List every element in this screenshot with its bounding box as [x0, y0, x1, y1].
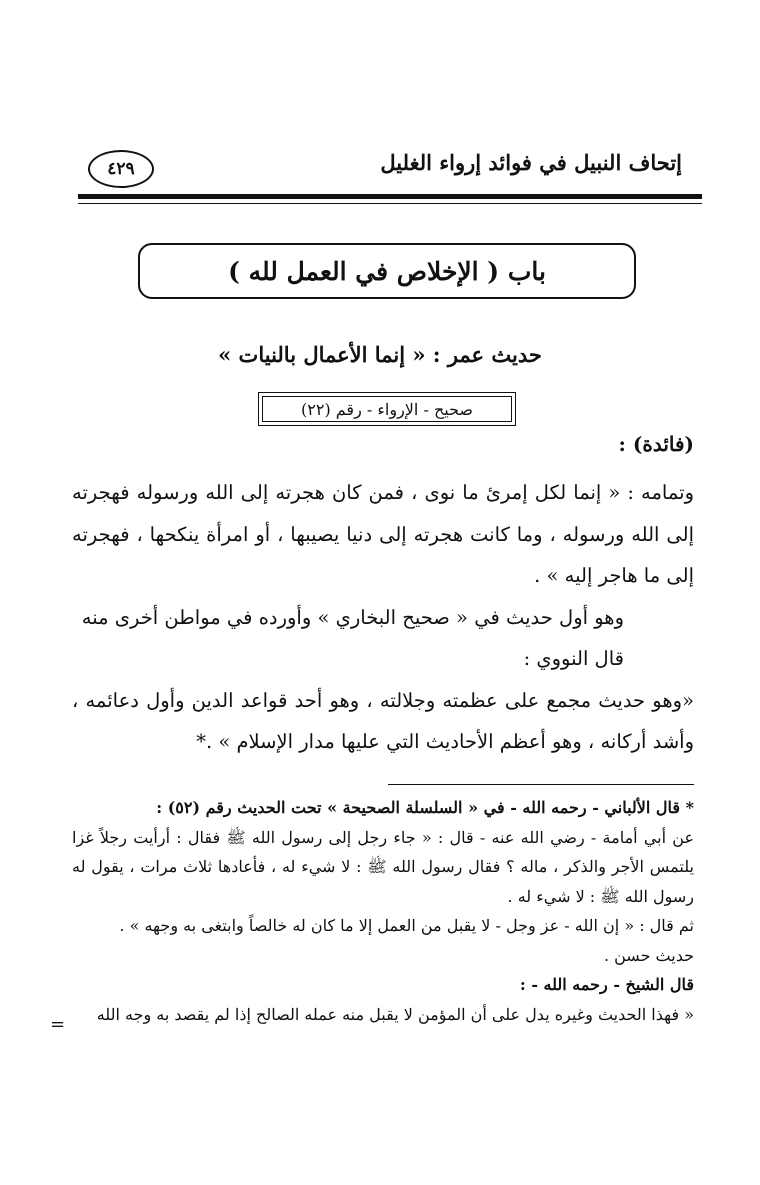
body-paragraph-1: وتمامه : « إنما لكل إمرئ ما نوى ، فمن كان هجرته إلى الله ورسوله فهجرته إلى الله ورسوله ، وما كانت هجرته إلى دنيا يصيبها ، أو امرأة ينكحها ، فهجرته إلى ما هاجر إليه » . — [72, 481, 694, 587]
running-header-title: إتحاف النبيل في فوائد إرواء الغليل — [380, 150, 682, 175]
chapter-title: باب ( الإخلاص في العمل لله ) — [228, 256, 546, 286]
header-rule-thin — [78, 203, 702, 204]
hadith-grade: صحيح - الإرواء - رقم (٢٢) — [301, 399, 474, 419]
header-rule-thick — [78, 194, 702, 199]
main-body-text — [72, 472, 694, 763]
body-paragraph-2: وهو أول حديث في « صحيح البخاري » وأورده في مواطن أخرى منه — [81, 605, 624, 629]
continuation-mark: = — [50, 1014, 66, 1035]
hadith-heading: حديث عمر : « إنما الأعمال بالنيات » — [218, 342, 542, 367]
footnote-separator — [388, 784, 694, 785]
page-number-badge: ٤٢٩ — [88, 150, 154, 188]
chapter-title-box — [138, 243, 636, 299]
hadith-grade-box — [258, 392, 516, 426]
footnote-line-5: « فهذا الحديث وغيره يدل على أن المؤمن لا يقبل منه عمله الصالح إذا لم يقصد به وجه الله — [96, 1004, 694, 1024]
benefit-label: (فائدة) : — [618, 432, 694, 456]
footnote-line-2: ثم قال : « إن الله - عز وجل - لا يقبل من العمل إلا ما كان له خالصاً وابتغى به وجهه » . — [119, 916, 694, 935]
footnote-block — [72, 793, 694, 1029]
body-paragraph-4: «وهو حديث مجمع على عظمته وجلالته ، وهو أحد قواعد الدين وأول دعائمه ، وأشد أركانه ، وهو أعظم الأحاديث التي عليها مدار الإسلام » .* — [72, 688, 694, 753]
body-paragraph-3: قال النووي : — [523, 647, 624, 670]
footnote-heading: * قال الألباني - رحمه الله - في « السلسلة الصحيحة » تحت الحديث رقم (٥٢) : — [156, 798, 694, 817]
footnote-line-3: حديث حسن . — [603, 945, 694, 965]
footnote-line-4: قال الشيخ - رحمه الله - : — [519, 975, 694, 994]
footnote-line-1: عن أبي أمامة - رضي الله عنه - قال : « جاء رجل إلى رسول الله ﷺ فقال : أرأيت رجلاً غزا يلتمس الأجر والذكر ، ماله ؟ فقال رسول الله ﷺ : لا شيء له ، فأعادها ثلاث مرات ، يقول له رسول الله ﷺ : لا شيء له . — [72, 827, 694, 906]
